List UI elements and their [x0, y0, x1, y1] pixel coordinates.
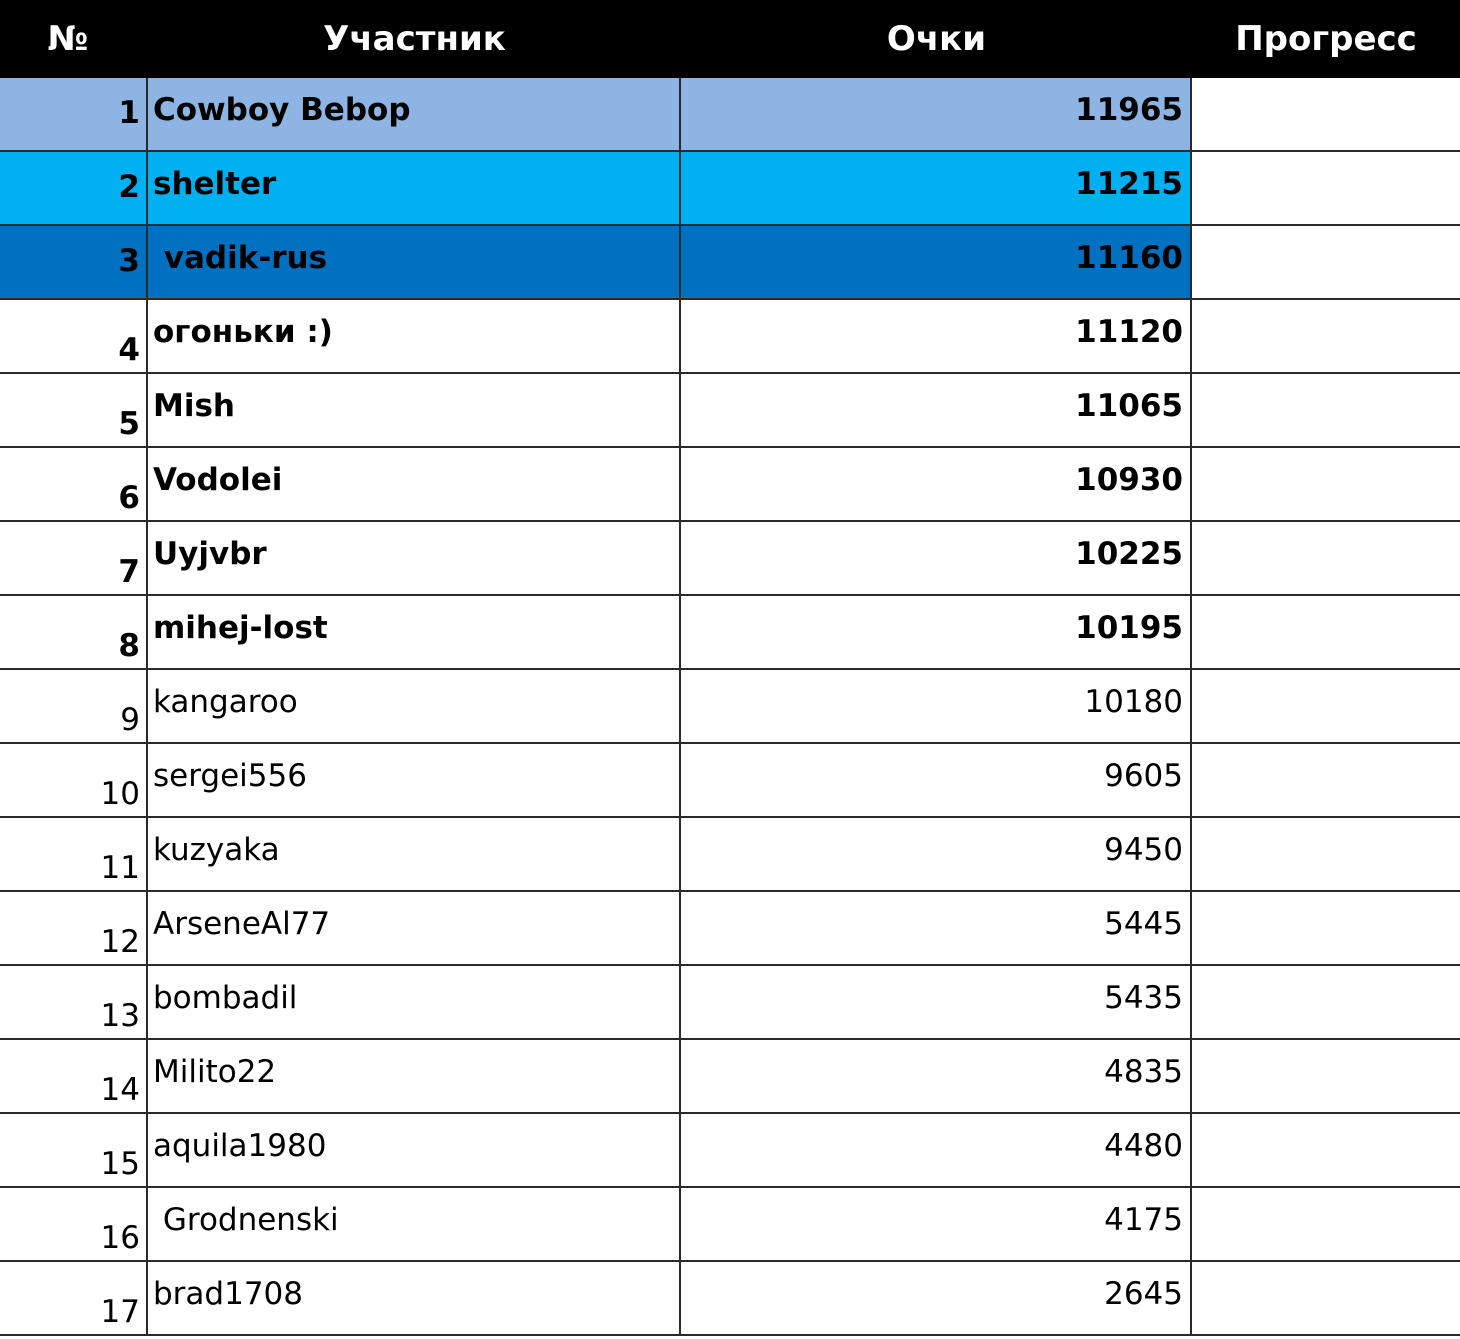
points-cell-text: 11065 [1075, 388, 1183, 424]
rank-cell [0, 1262, 148, 1334]
points-cell [681, 670, 1192, 742]
rank-cell-text: 15 [100, 1146, 140, 1182]
points-cell-text: 11965 [1075, 92, 1183, 128]
rank-cell [0, 374, 148, 446]
progress-cell [1192, 300, 1460, 372]
points-cell [681, 1114, 1192, 1186]
rank-cell [0, 522, 148, 594]
points-cell-text: 11160 [1075, 240, 1183, 276]
rank-cell-text: 9 [120, 702, 140, 738]
progress-cell [1192, 966, 1460, 1038]
progress-cell [1192, 1040, 1460, 1112]
points-cell [681, 300, 1192, 372]
points-cell-text: 5445 [1104, 906, 1183, 942]
participant-cell [148, 670, 681, 742]
participant-cell-text: kangaroo [153, 684, 298, 720]
participant-cell-text: ArseneAl77 [153, 906, 331, 942]
progress-cell [1192, 818, 1460, 890]
rank-cell [0, 892, 148, 964]
rank-cell [0, 300, 148, 372]
points-cell [681, 374, 1192, 446]
rank-cell-text: 3 [118, 243, 140, 279]
rank-cell [0, 226, 148, 298]
rank-cell-text: 2 [118, 169, 140, 205]
points-cell [681, 1040, 1192, 1112]
header-participant: Участник [323, 19, 506, 59]
points-cell [681, 78, 1192, 150]
rank-cell [0, 744, 148, 816]
rank-cell-text: 7 [118, 554, 140, 590]
points-cell [681, 1188, 1192, 1260]
points-cell [681, 522, 1192, 594]
rank-cell-text: 4 [118, 332, 140, 368]
points-cell-text: 11120 [1075, 314, 1183, 350]
rank-cell-text: 17 [100, 1294, 140, 1330]
table-row [0, 522, 1460, 596]
participant-cell [148, 966, 681, 1038]
participant-cell [148, 1188, 681, 1260]
participant-cell [148, 226, 681, 298]
progress-cell [1192, 152, 1460, 224]
participant-cell [148, 744, 681, 816]
participant-cell [148, 448, 681, 520]
progress-cell [1192, 744, 1460, 816]
points-cell-text: 10930 [1075, 462, 1183, 498]
progress-cell [1192, 1188, 1460, 1260]
table-row [0, 818, 1460, 892]
points-cell-text: 10225 [1075, 536, 1183, 572]
table-row [0, 300, 1460, 374]
header-points: Очки [886, 19, 987, 59]
points-cell-text: 9450 [1104, 832, 1183, 868]
rank-cell-text: 5 [118, 406, 140, 442]
table-row [0, 78, 1460, 152]
participant-cell [148, 522, 681, 594]
points-cell-text: 10195 [1075, 610, 1183, 646]
rank-cell [0, 1188, 148, 1260]
participant-cell [148, 300, 681, 372]
participant-cell-text: Milito22 [153, 1054, 277, 1090]
participant-cell [148, 152, 681, 224]
points-cell [681, 818, 1192, 890]
table-row [0, 596, 1460, 670]
rank-cell-text: 6 [118, 480, 140, 516]
participant-cell-text: vadik-rus [153, 240, 328, 276]
table-row [0, 670, 1460, 744]
progress-cell [1192, 1114, 1460, 1186]
progress-cell [1192, 522, 1460, 594]
rank-cell [0, 966, 148, 1038]
rank-cell-text: 10 [100, 776, 140, 812]
participant-cell [148, 818, 681, 890]
leaderboard-table [0, 78, 1460, 1336]
points-cell-text: 4480 [1104, 1128, 1183, 1164]
points-cell [681, 448, 1192, 520]
points-cell-text: 5435 [1104, 980, 1183, 1016]
participant-cell-text: Uyjvbr [153, 536, 267, 572]
rank-cell-text: 8 [118, 628, 140, 664]
points-cell-text: 4835 [1104, 1054, 1183, 1090]
header-num: № [47, 19, 89, 59]
points-cell [681, 596, 1192, 668]
participant-cell-text: kuzyaka [153, 832, 280, 868]
participant-cell-text: bombadil [153, 980, 298, 1016]
rank-cell [0, 596, 148, 668]
points-cell [681, 226, 1192, 298]
rank-cell [0, 1114, 148, 1186]
header-progress: Прогресс [1235, 19, 1417, 59]
rank-cell-text: 16 [100, 1220, 140, 1256]
participant-cell [148, 892, 681, 964]
participant-cell [148, 374, 681, 446]
points-cell [681, 152, 1192, 224]
participant-cell-text: sergei556 [153, 758, 307, 794]
progress-cell [1192, 78, 1460, 150]
points-cell-text: 2645 [1104, 1276, 1183, 1312]
rank-cell-text: 11 [100, 850, 140, 886]
participant-cell [148, 1262, 681, 1334]
progress-cell [1192, 596, 1460, 668]
table-row [0, 1188, 1460, 1262]
rank-cell-text: 13 [100, 998, 140, 1034]
participant-cell-text: огоньки :) [153, 314, 333, 350]
progress-cell [1192, 226, 1460, 298]
participant-cell-text: aquila1980 [153, 1128, 327, 1164]
progress-cell [1192, 374, 1460, 446]
rank-cell [0, 1040, 148, 1112]
points-cell-text: 4175 [1104, 1202, 1183, 1238]
participant-cell [148, 596, 681, 668]
points-cell [681, 1262, 1192, 1334]
table-row [0, 226, 1460, 300]
rank-cell [0, 670, 148, 742]
points-cell-text: 9605 [1104, 758, 1183, 794]
points-cell [681, 966, 1192, 1038]
rank-cell [0, 152, 148, 224]
progress-cell [1192, 670, 1460, 742]
rank-cell [0, 818, 148, 890]
table-row [0, 966, 1460, 1040]
rank-cell-text: 12 [100, 924, 140, 960]
rank-cell [0, 448, 148, 520]
table-header [0, 0, 1460, 78]
participant-cell-text: Grodnenski [153, 1202, 339, 1238]
table-row [0, 892, 1460, 966]
participant-cell [148, 78, 681, 150]
table-row [0, 374, 1460, 448]
table-row [0, 1040, 1460, 1114]
progress-cell [1192, 448, 1460, 520]
participant-cell-text: Cowboy Bebop [153, 92, 411, 128]
table-row [0, 1114, 1460, 1188]
participant-cell-text: brad1708 [153, 1276, 303, 1312]
table-row [0, 448, 1460, 522]
rank-cell [0, 78, 148, 150]
participant-cell-text: mihej-lost [153, 610, 328, 646]
participant-cell-text: shelter [153, 166, 277, 202]
table-row [0, 152, 1460, 226]
points-cell-text: 10180 [1084, 684, 1183, 720]
participant-cell-text: Vodolei [153, 462, 283, 498]
points-cell-text: 11215 [1075, 166, 1183, 202]
points-cell [681, 892, 1192, 964]
participant-cell-text: Mish [153, 388, 235, 424]
participant-cell [148, 1040, 681, 1112]
rank-cell-text: 14 [100, 1072, 140, 1108]
table-row [0, 744, 1460, 818]
progress-cell [1192, 892, 1460, 964]
rank-cell-text: 1 [118, 95, 140, 131]
table-row [0, 1262, 1460, 1336]
points-cell [681, 744, 1192, 816]
progress-cell [1192, 1262, 1460, 1334]
participant-cell [148, 1114, 681, 1186]
